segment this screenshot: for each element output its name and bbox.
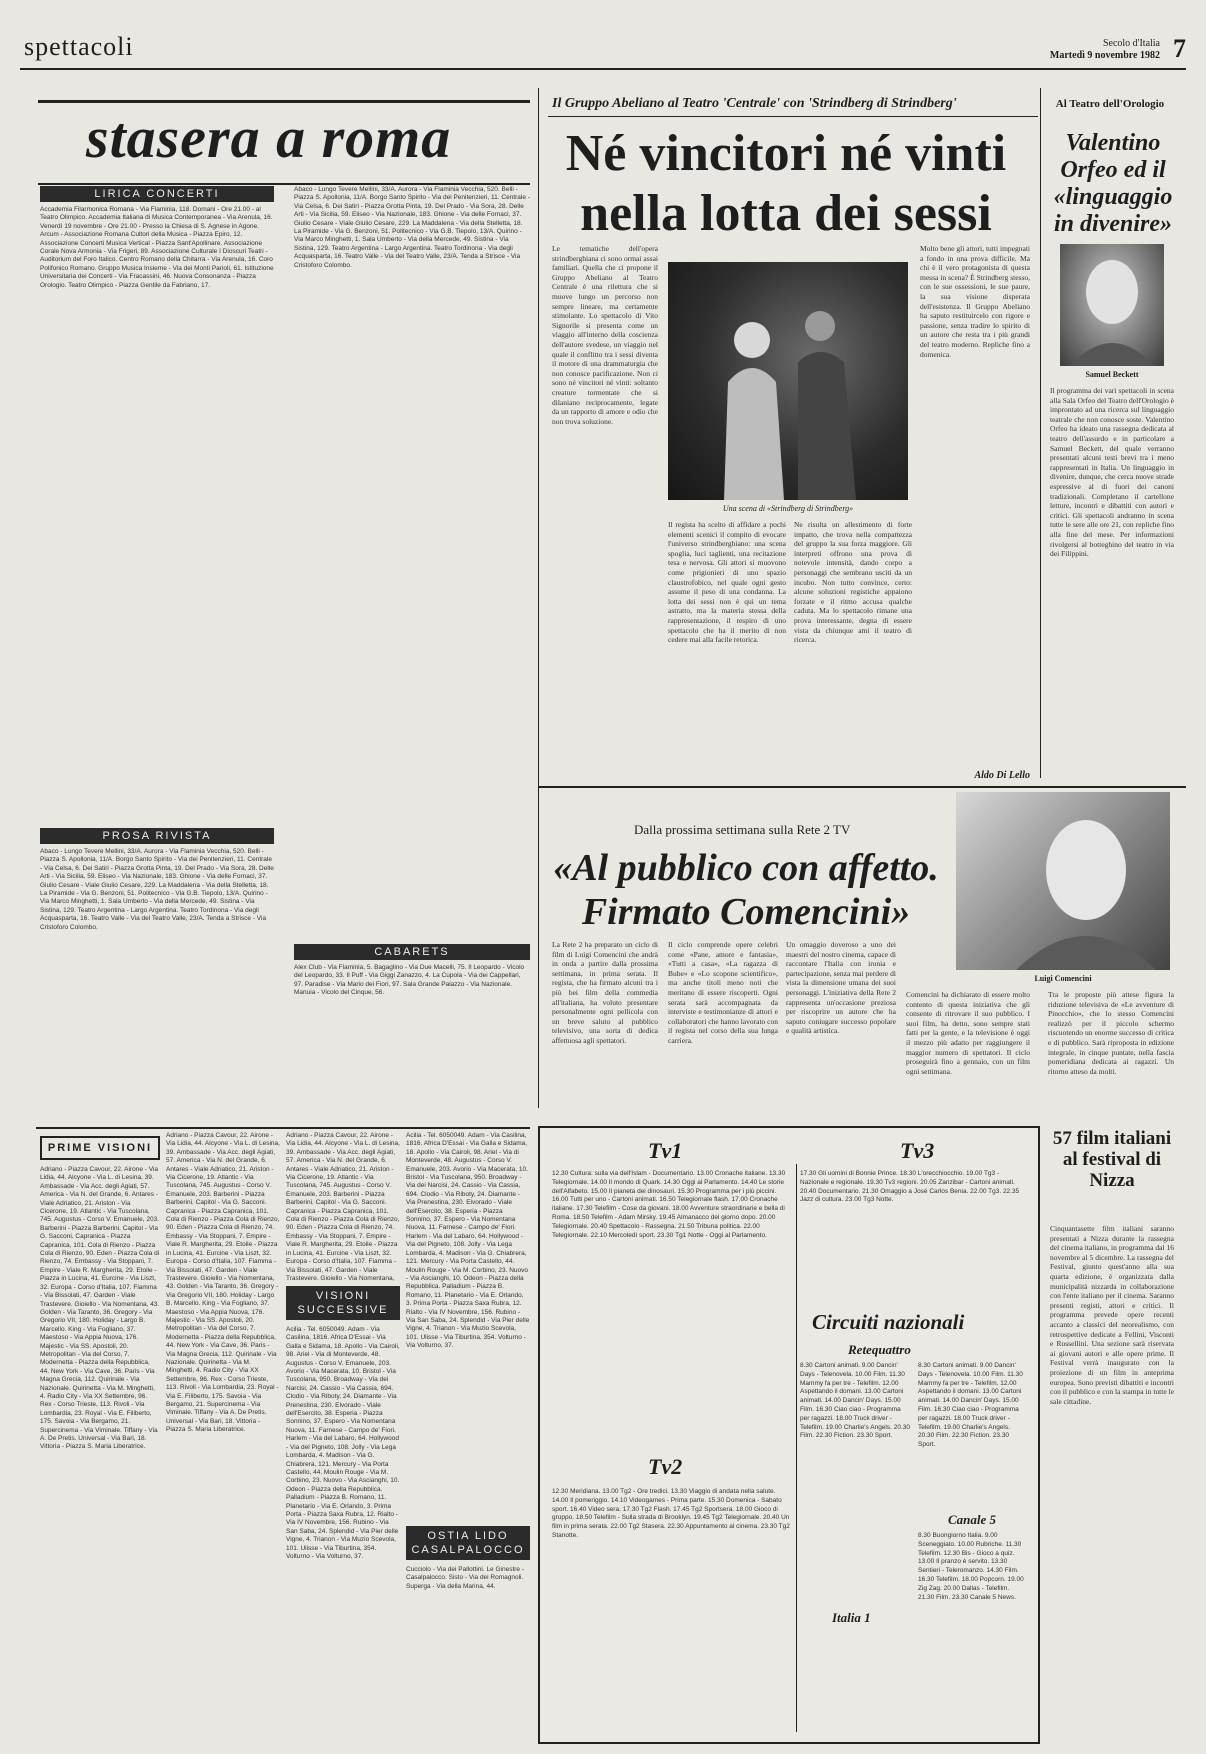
section-label: spettacoli (24, 32, 134, 61)
article1-kicker-rule (548, 116, 1038, 117)
category-successive: VISIONI SUCCESSIVE (286, 1286, 400, 1320)
beckett-portrait (1060, 244, 1164, 366)
tv2-heading: Tv2 (648, 1454, 683, 1479)
circuiti-heading: Circuiti nazionali (812, 1310, 965, 1334)
article1-photo-caption: Una scena di «Strindberg di Strindberg» (722, 504, 854, 513)
prime-column-1 (40, 1136, 160, 1750)
tv-inner-divider (796, 1164, 797, 1732)
newspaper-header (1050, 38, 1160, 62)
tv3-schedule: 17.30 Gli uomini di Bonnie Prince. 18.30 L'orecchiocchio. 19.00 Tg3 - Nazionale e regionale. 19.30 Tv3 regioni. 20.05 Zanzibar - Cartoni animati. 20.40 Documentario. 21.30 Omaggio a José Carlos Benia. 22.00 Tg3. 22.35 Jazz di cultura. 23.00 Tg3 Notte. (800, 1170, 1020, 1204)
listings-divider (36, 1127, 530, 1129)
category-prosa: PROSA RIVISTA (40, 828, 274, 844)
nizza-text: Cinquantasette film italiani saranno presentati a Nizza durante la rassegna del cinema italiano, in programma dal 16 novembre al 5 dicembre. La rassegna del Festival, giunto quest'anno alla sua quarta edizione, è organizzata dalla municipalità nizzarda in collaborazione con l'ente italiano per il cinema. Saranno presenti registi, attori e critici. Il programma prevede opere recenti accanto a classici del neorealismo, con retrospettive dedicate a Fellini, Visconti e Rossellini. Una sezione sarà riservata ai giovani autori e alle opere prime. Il Festival verrà inaugurato con la proiezione di un film in anteprima europea. Sono previsti dibattiti e incontri con il pubblico e con la stampa in tutte le sale cittadine. (1050, 1224, 1174, 1406)
portrait-face-icon (1060, 244, 1164, 366)
listings-column-2 (294, 186, 530, 1126)
successive-column-2 (406, 1132, 530, 1716)
category-cabaret: CABARETS (294, 944, 530, 960)
sidebar-kicker: Al Teatro dell'Orologio (1055, 98, 1165, 110)
article2-headline: «Al pubblico con affetto. Firmato Comencini» (553, 847, 939, 933)
tv1-heading: Tv1 (648, 1138, 683, 1163)
category-prime: PRIME VISIONI (40, 1136, 160, 1160)
cabaret-listing: Alex Club - Via Flaminia, 5. Bagaglino - Via Due Macelli, 75. Il Leopardo - Vicolo del Leopardo, 33. Il Puff - Via Giggi Zanazzo, 4. La Cupola - Via dei Cappellari, 97. Paradise - Via Mario dei Fiori, 97. Sala Grande Palazzo - Via Nazionale. Manuia - Vicolo del Cinque, 56. (294, 964, 525, 997)
prime-listing: Adriano - Piazza Cavour, 22. Airone - Via Lidia, 44. Alcyone - Via L. di Lesina, 39. Ambassade - Via Acc. degli Agiati, 57. America - Via N. del Grande, 6. Antares - Viale Adriatico, 21. Ariston - Via Cicerone, 19. Atlantic - Via Tuscolana, 745. Augustus - Corso V. Emanuele, 203. Barberini - Piazza Barberini. Capitol - Via G. Sacconi. Capranica - Piazza Capranica, 101. Cola di Rienzo - Piazza Cola di Rienzo, 90. Eden - Piazza Cola di Rienzo, 74. Embassy - Via Stoppani, 7. Empire - Viale R. Margherita, 29. Etoile - Piazza in Lucina, 41. Eurcine - Via Liszt, 32. Europa - Corso d'Italia, 107. Fiamma - Via Bissolati, 47. Garden - Viale Trastevere. Gioiello - Via Nomentana, 43. Golden - Via Taranto, 36. Gregory - Via Gregorio VII, 180. Holiday - Largo B. Marcello. King - Via Fogliano, 37. Maestoso - Via Appia Nuova, 176. Majestic - Via SS. Apostoli, 20. Metropolitan - Via del Corso, 7. Modernetta - Piazza della Repubblica, 44. New York - Via Cave, 36. Paris - Via Magna Grecia, 112. Quirinale - Via Nazionale. Quirinetta - Via M. Minghetti, 4. Radio City - Via XX Settembre, 96. Rex - Corso Trieste, 113. Rivoli - Via Lombardia, 23. Royal - Via E. Filiberto, 175. Savoia - Via Bergamo, 21. Supercinema - Via Viminale. Tiffany - Via A. De Pretis. Universal - Via Bari, 18. Vittoria - Piazza S. Maria Liberatrice. (40, 1166, 160, 1451)
prosa-listing-continued: Abaco - Lungo Tevere Mellini, 33/A. Aurora - Via Flaminia Vecchia, 520. Belli - Piazza S. Apollonia, 11/A. Borgo Santo Spirito - Via dei Penitenzieri, 11. Centrale - Via Celsa, 6. Dei Satiri - Piazza Grotta Pinta, 19. Del Prado - Via Sora, 28. Delle Arti - Via Sicilia, 59. Eliseo - Via Nazionale, 183. Ghione - Via delle Fornaci, 37. Giulio Cesare - Viale Giulio Cesare, 229. La Maddalena - Via della Stelletta, 18. La Piramide - Via G. Benzoni, 51. Politecnico - Via G.B. Tiepolo, 13/A. Quirino - Via Marco Minghetti, 1. Sala Umberto - Via della Mercede, 49. Sistina - Via Sistina, 129. Teatro Argentina - Largo Argentina. Teatro Tordinona - Via degli Acquasparta, 16. Teatro Valle - Via del Teatro Valle, 23/A. Tenda a Strisce - Via Cristoforo Colombo. (294, 186, 530, 269)
article2-column-4: Comencini ha dichiarato di essere molto contento di questa iniziativa che gli consente di ritrovare il suo pubblico. I suoi film, ha detto, sono sempre stati fatti per la gente, e la televisione è oggi il mezzo più adatto per raggiungere il maggior numero di spettatori. Il ciclo proseguirà fino a gennaio, con un film ogni settimana. (906, 990, 1030, 1076)
ostia-listing: Cucciolo - Via dei Pallottini. Le Ginestre - Casalpalocco. Sisto - Via dei Romagnoli. Superga - Via della Marina, 44. (406, 1566, 525, 1590)
article1-column-2: Il regista ha scelto di affidare a pochi elementi scenici il compito di evocare l'universo strindberghiano: una scena spoglia, luci taglienti, una recitazione tesa e nervosa. Gli attori si muovono come prigionieri di uno spazio claustrofobico, nel quale ogni gesto assume il peso di una condanna. La lotta dei sessi non è qui un tema astratto, ma la materia stessa della rappresentazione, il respiro di uno spettacolo che ha il merito di non cedere mai alla facile retorica. (668, 520, 786, 645)
italia1-heading: Italia 1 (832, 1610, 871, 1625)
article1-column-3: Ne risulta un allestimento di forte impatto, che trova nella compattezza del gruppo la sua forza maggiore. Gli interpreti offrono una prova di notevole intensità, dando corpo a personaggi che sembrano usciti da un incubo. Non tutto convince, certo: alcune soluzioni registiche appaiono forzate e il ritmo accusa qualche caduta. Ma lo spettacolo rimane una prova interessante, degna di essere vista da chiunque ami il teatro di ricerca. (794, 520, 912, 645)
page-number: 7 (1173, 34, 1186, 63)
canale5-schedule: 8.30 Buongiorno Italia. 9.00 Sceneggiato. 10.00 Rubriche. 11.30 Telefilm. 12.30 Bis - Gioco a quiz. 13.00 Il pranzo è servito. 13.30 Sentieri - Teleromanzo. 14.30 Film. 16.30 Telefilm. 18.00 Popcorn. 19.00 Zig Zag. 20.00 Dallas - Telefilm. 21.30 Film. 23.30 Canale 5 News. (918, 1532, 1024, 1601)
article2-column-3: Un omaggio doveroso a uno dei maestri del nostro cinema, capace di raccontare l'Italia con ironia e partecipazione, senza mai perdere di vista la dimensione umana dei suoi personaggi. L'iniziativa della Rete 2 rappresenta un'occasione preziosa per riscoprire un autore che ha saputo coniugare successo popolare e qualità artistica. (786, 940, 896, 1036)
article1-headline: Né vincitori né vinti nella lotta dei sessi (565, 125, 1007, 242)
canale5-heading: Canale 5 (948, 1512, 997, 1527)
listings-title: stasera a roma (86, 105, 452, 170)
article2-column-5: Tra le proposte più attese figura la riduzione televisiva de «Le avventure di Pinocchio», che lo stesso Comencini realizzò per il piccolo schermo riscuotendo un enorme successo di critica e di pubblico. Sarà riproposta in edizione integrale, in cinque puntate, nella fascia pomeridiana dedicata ai ragazzi. Un ritorno atteso da molti. (1048, 990, 1174, 1076)
stage-figures-icon (668, 262, 908, 500)
successive-listing: Acilia - Tel. 6050049. Adam - Via Casilina, 1816. Africa D'Essai - Via Galla e Sidama, 18. Apollo - Via Cairoli, 98. Ariel - Via di Monteverde, 48. Augustus - Corso V. Emanuele, 203. Avorio - Via Macerata, 10. Bristol - Via Tuscolana, 950. Broadway - Via dei Narcisi, 24. Cassio - Via Cassia, 694. Clodio - Via Riboty, 24. Diamante - Via Prenestina, 230. Elvorado - Viale dell'Esercito, 38. Esperia - Piazza Sonnino, 37. Espero - Via Nomentana Nuova, 11. Farnese - Campo de' Fiori. Harlem - Via del Labaro, 64. Hollywood - Via del Pigneto, 108. Jolly - Via Lega Lombarda, 4. Madison - Via G. Chiabrera, 121. Mercury - Via Porta Castello, 44. Moulin Rouge - Via M. Corbino, 23. Nuovo - Via Ascianghi, 10. Odeon - Piazza della Repubblica. Palladium - Piazza B. Romano, 11. Planetario - Via E. Orlando, 3. Prima Porta - Piazza Saxa Rubra, 12. Rialto - Via IV Novembre, 156. Rubino - Via San Saba, 24. Splendid - Via Pier delle Vigne, 4. Trianon - Via Muzio Scevola, 101. Ulisse - Via Tiburtina, 354. Volturno - Via Volturno, 37. (286, 1326, 400, 1560)
nizza-headline: 57 film italiani al festival di Nizza (1052, 1128, 1172, 1191)
category-lirica: LIRICA CONCERTI (40, 186, 274, 202)
prosa-listing: Abaco - Lungo Tevere Mellini, 33/A. Aurora - Via Flaminia Vecchia, 520. Belli - Piazza S. Apollonia, 11/A. Borgo Santo Spirito - Via dei Penitenzieri, 11. Centrale - Via Celsa, 6. Dei Satiri - Piazza Grotta Pinta, 19. Del Prado - Via Sora, 28. Delle Arti - Via Sicilia, 59. Eliseo - Via Nazionale, 183. Ghione - Via delle Fornaci, 37. Giulio Cesare - Viale Giulio Cesare, 229. La Maddalena - Via della Stelletta, 18. La Piramide - Via G. Benzoni, 51. Politecnico - Via G.B. Tiepolo, 13/A. Quirino - Via Marco Minghetti, 1. Sala Umberto - Via della Mercede, 49. Sistina - Via Sistina, 129. Teatro Argentina - Largo Argentina. Teatro Tordinona - Via degli Acquasparta, 16. Teatro Valle - Via del Teatro Valle, 23/A. Tenda a Strisce - Via Cristoforo Colombo. (40, 848, 274, 931)
tv2-schedule: 12.30 Meridiana. 13.00 Tg2 - Ore tredici. 13.30 Viaggio di andata nella salute. 14.00 Il pomeriggio. 14.10 Videogames - Prima parte. 15.30 Domenica - Sabato sport. 16.40 Video sera. 17.30 Tg2 Flash. 17.45 Tg2 Sportsera. 18.00 Gioco di gruppo. 18.50 Telefilm - Sulla strada di Brooklyn. 19.45 Tg2 Telegiornale. 20.40 Un film in prima serata. 22.00 Tg2 Stasera. 22.30 Appuntamento al cinema. 23.30 Tg2 Stanotte. (552, 1488, 790, 1539)
stage-photo (668, 262, 908, 500)
tv1-schedule: 12.30 Cultura: sulla via dell'Islam - Documentario. 13.00 Cronache italiane. 13.30 Telegiornale. 14.00 Il mondo di Quark. 14.30 Oggi al Parlamento. 14.40 Le storie dell'Alfabeto. 15.00 Il pianeta dei dinosauri. 15.30 Programma per i più piccini. 16.00 Tutti per uno - Cartoni animati. 16.50 Telegiornale flash. 17.00 Cronache italiane. 17.30 Telefilm - Cose da giovani. 18.00 Avventure straordinarie e bella di Roma. 18.50 Telefilm - Adam Mirsky. 19.45 Almanacco del giorno dopo. 20.00 Telegiornale. 20.40 Spettacolo - Rassegna. 21.50 Tribuna politica. 22.00 Telegiornale. 22.10 Mercoledì sport. 23.30 Tg1 Notte - Oggi al Parlamento. (552, 1170, 786, 1239)
article-divider (538, 786, 1186, 788)
header-rule (20, 68, 1186, 70)
comencini-photo (956, 792, 1170, 970)
article1-kicker: Il Gruppo Abeliano al Teatro 'Centrale' con 'Strindberg di Strindberg' (552, 96, 957, 111)
listings-column-1 (40, 186, 274, 1132)
category-ostia: OSTIA LIDO CASALPALOCCO (406, 1526, 530, 1560)
successive-column (286, 1132, 400, 1746)
sidebar-divider (1040, 88, 1041, 778)
retequattro-heading: Retequattro (848, 1342, 911, 1357)
column-divider (538, 88, 539, 1108)
article2-column-2: Il ciclo comprende opere celebri come «Pane, amore e fantasia», «Tutti a casa», «La ragazza di Bube» e «Lo scopone scientifico», ma anche titoli meno noti che meritano di essere riscoperti. Ogni serata sarà accompagnata da interviste e testimonianze di attori e collaboratori che hanno lavorato con il regista nel corso della sua lunga carriera. (668, 940, 778, 1045)
article2-photo-caption: Luigi Comencini (1034, 974, 1092, 983)
sidebar-headline: Valentino Orfeo ed il «linguaggio in divenire» (1053, 130, 1173, 237)
lirica-listing: Accademia Filarmonica Romana - Via Flaminia, 118. Domani - Ore 21.00 - al Teatro Olimpico. Accademia Italiana di Musica Contemporanea - Via Arenula, 16. Venerdì 19 novembre - Ore 21.00 - Presso la Chiesa di S. Agnese in Agone. Arcum - Associazione Romana Cultori della Musica - Piazza Epiro, 12. Associazione Concerti Musica Vertical - Piazza Sant'Apollinare. Associazione Corale Nova Armonia - Via Frigeri, 89. Associazione Culturale I Dioscuri Teatri - Auditorium del Foro Italico. Centro Romano della Chitarra - Via Arenula, 16. Coro Polifonico Romano. Gruppo Musica Insieme - Via dei Monti Parioli, 61. Istituzione Universitaria dei Concerti - Via Fracassini, 46. Nuova Consonanza - Piazza Orologio. Teatro Olimpico - Piazza Gentile da Fabriano, 17. (40, 206, 274, 289)
article1-column-4: Molto bene gli attori, tutti impegnati a fondo in una prova difficile. Ma chi è il vero protagonista di questa messa in scena? È Strindberg stesso, con le sue ossessioni, le sue paure, la sua visione disperata dell'esistenza. Il Gruppo Abeliano ha saputo restituircelo con rigore e passione, senza tradire lo spirito di un autore che resta tra i più grandi del teatro moderno. Repliche fino a domenica. (920, 244, 1030, 359)
successive-listing-continued: Acilia - Tel. 6050049. Adam - Via Casilina, 1816. Africa D'Essai - Via Galla e Sidama, 18. Apollo - Via Cairoli, 98. Ariel - Via di Monteverde, 48. Augustus - Corso V. Emanuele, 203. Avorio - Via Macerata, 10. Bristol - Via Tuscolana, 950. Broadway - Via dei Narcisi, 24. Cassio - Via Cassia, 694. Clodio - Via Riboty, 24. Diamante - Via Prenestina, 230. Elvorado - Viale dell'Esercito, 38. Esperia - Piazza Sonnino, 37. Espero - Via Nomentana Nuova, 11. Farnese - Campo de' Fiori. Harlem - Via del Labaro, 64. Hollywood - Via del Pigneto, 108. Jolly - Via Lega Lombarda, 4. Madison - Via G. Chiabrera, 121. Mercury - Via Porta Castello, 44. Moulin Rouge - Via M. Corbino, 23. Nuovo - Via Ascianghi, 10. Odeon - Piazza della Repubblica. Palladium - Piazza B. Romano, 11. Planetario - Via E. Orlando, 3. Prima Porta - Piazza Saxa Rubra, 12. Rialto - Via IV Novembre, 156. Rubino - Via San Saba, 24. Splendid - Via Pier delle Vigne, 4. Trianon - Via Muzio Scevola, 101. Ulisse - Via Tiburtina, 354. Volturno - Via Volturno, 37. (406, 1132, 530, 1350)
retequattro-schedule-continued: 8.30 Cartoni animati. 9.00 Dancin' Days - Telenovela. 10.00 Film. 11.30 Mammy fa per tre - Telefilm. 12.00 Aspettando il domani. 13.00 Cartoni animati. 14.00 Dancin' Days. 15.00 Film. 16.30 Ciao ciao - Programma per ragazzi. 18.00 Truck driver - Telefilm. 19.00 Charlie's Angels. 20.30 Film. 22.30 Fiction. 23.30 Sport. (918, 1362, 1023, 1449)
article1-byline: Aldo Di Lello (974, 770, 1030, 781)
sidebar-photo-caption: Samuel Beckett (1085, 370, 1139, 379)
comencini-face-icon (956, 792, 1170, 970)
sidebar-text: Il programma dei vari spettacoli in scena alla Sala Orfeo del Teatro dell'Orologio è improntato ad una ricerca sul linguaggio teatrale che non conosce soste. Valentino Orfeo ha ideato una rassegna dedicata al teatro dell'assurdo e in particolare a Samuel Beckett, del quale verranno presentati alcuni testi brevi tra i meno rappresentati in Italia. Un linguaggio in divenire, dunque, che cerca nuove strade espressive al di fuori dei canoni tradizionali. Completano il cartellone letture, incontri e dibattiti con autori e critici. Gli spettacoli andranno in scena tutte le sere alle ore 21, con repliche fino alla fine del mese. Per informazioni rivolgersi al botteghino del teatro in via dei Filippini. (1050, 386, 1174, 559)
issue-date: Martedì 9 novembre 1982 (1049, 50, 1160, 61)
article1-column-1: Le tematiche dell'opera strindberghiana ci sono ormai assai familiari. Quella che ci propone il Gruppo Abeliano al Teatro Centrale è una rilettura che si muove lungo un percorso non sempre lineare, ma certamente stimolante. Lo spettacolo di Vito Signorile si presenta come un viaggio all'interno della coscienza dell'autore svedese, un viaggio nel quale il conflitto tra i sessi diventa il motore di una drammaturgia che non conosce pacificazione. Non ci sono né vincitori né vinti: soltanto creature tormentate che si dilaniano reciprocamente, legate da un rapporto di amore e odio che non trova soluzione. (552, 244, 658, 426)
prime-listing-tail: Adriano - Piazza Cavour, 22. Airone - Via Lidia, 44. Alcyone - Via L. di Lesina, 39. Ambassade - Via Acc. degli Agiati, 57. America - Via N. del Grande, 6. Antares - Viale Adriatico, 21. Ariston - Via Cicerone, 19. Atlantic - Via Tuscolana, 745. Augustus - Corso V. Emanuele, 203. Barberini - Piazza Barberini. Capitol - Via G. Sacconi. Capranica - Piazza Capranica, 101. Cola di Rienzo - Piazza Cola di Rienzo, 90. Eden - Piazza Cola di Rienzo, 74. Embassy - Via Stoppani, 7. Empire - Viale R. Margherita, 29. Etoile - Piazza in Lucina, 41. Eurcine - Via Liszt, 32. Europa - Corso d'Italia, 107. Fiamma - Via Bissolati, 47. Garden - Viale Trastevere. Gioiello - Via Nomentana, (286, 1132, 400, 1282)
newspaper-name: Secolo d'Italia (1102, 38, 1160, 49)
prime-listing-continued: Adriano - Piazza Cavour, 22. Airone - Via Lidia, 44. Alcyone - Via L. di Lesina, 39. Ambassade - Via Acc. degli Agiati, 57. America - Via N. del Grande, 6. Antares - Viale Adriatico, 21. Ariston - Via Cicerone, 19. Atlantic - Via Tuscolana, 745. Augustus - Corso V. Emanuele, 203. Barberini - Piazza Barberini. Capitol - Via G. Sacconi. Capranica - Piazza Capranica, 101. Cola di Rienzo - Piazza Cola di Rienzo, 90. Eden - Piazza Cola di Rienzo, 74. Embassy - Via Stoppani, 7. Empire - Viale R. Margherita, 29. Etoile - Piazza in Lucina, 41. Eurcine - Via Liszt, 32. Europa - Corso d'Italia, 107. Fiamma - Via Bissolati, 47. Garden - Viale Trastevere. Gioiello - Via Nomentana, 43. Golden - Via Taranto, 36. Gregory - Via Gregorio VII, 180. Holiday - Largo B. Marcello. King - Via Fogliano, 37. Maestoso - Via Appia Nuova, 176. Majestic - Via SS. Apostoli, 20. Metropolitan - Via del Corso, 7. Modernetta - Piazza della Repubblica, 44. New York - Via Cave, 36. Paris - Via Magna Grecia, 112. Quirinale - Via Nazionale. Quirinetta - Via M. Minghetti, 4. Radio City - Via XX Settembre, 96. Rex - Corso Trieste, 113. Rivoli - Via Lombardia, 23. Royal - Via E. Filiberto, 175. Savoia - Via Bergamo, 21. Supercinema - Via Viminale. Tiffany - Via A. De Pretis. Universal - Via Bari, 18. Vittoria - Piazza S. Maria Liberatrice. (166, 1132, 280, 1434)
article2-kicker: Dalla prossima settimana sulla Rete 2 TV (634, 822, 851, 837)
article2-column-1: La Rete 2 ha preparato un ciclo di film di Luigi Comencini che andrà in onda a partire dalla prossima settimana, in prima serata. Il regista, che ha firmato alcuni tra i più bei film della commedia all'italiana, ha voluto presentare personalmente ogni pellicola con un breve saluto al pubblico televisivo, una sorta di dedica affettuosa agli spettatori. (552, 940, 658, 1045)
tv3-heading: Tv3 (900, 1138, 935, 1163)
retequattro-schedule: 8.30 Cartoni animati. 9.00 Dancin' Days - Telenovela. 10.00 Film. 11.30 Mammy fa per tre - Telefilm. 12.00 Aspettando il domani. 13.00 Cartoni animati. 14.00 Dancin' Days. 15.00 Film. 16.30 Ciao ciao - Programma per ragazzi. 18.00 Truck driver - Telefilm. 19.00 Charlie's Angels. 20.30 Film. 22.30 Fiction. 23.30 Sport. (800, 1362, 910, 1440)
